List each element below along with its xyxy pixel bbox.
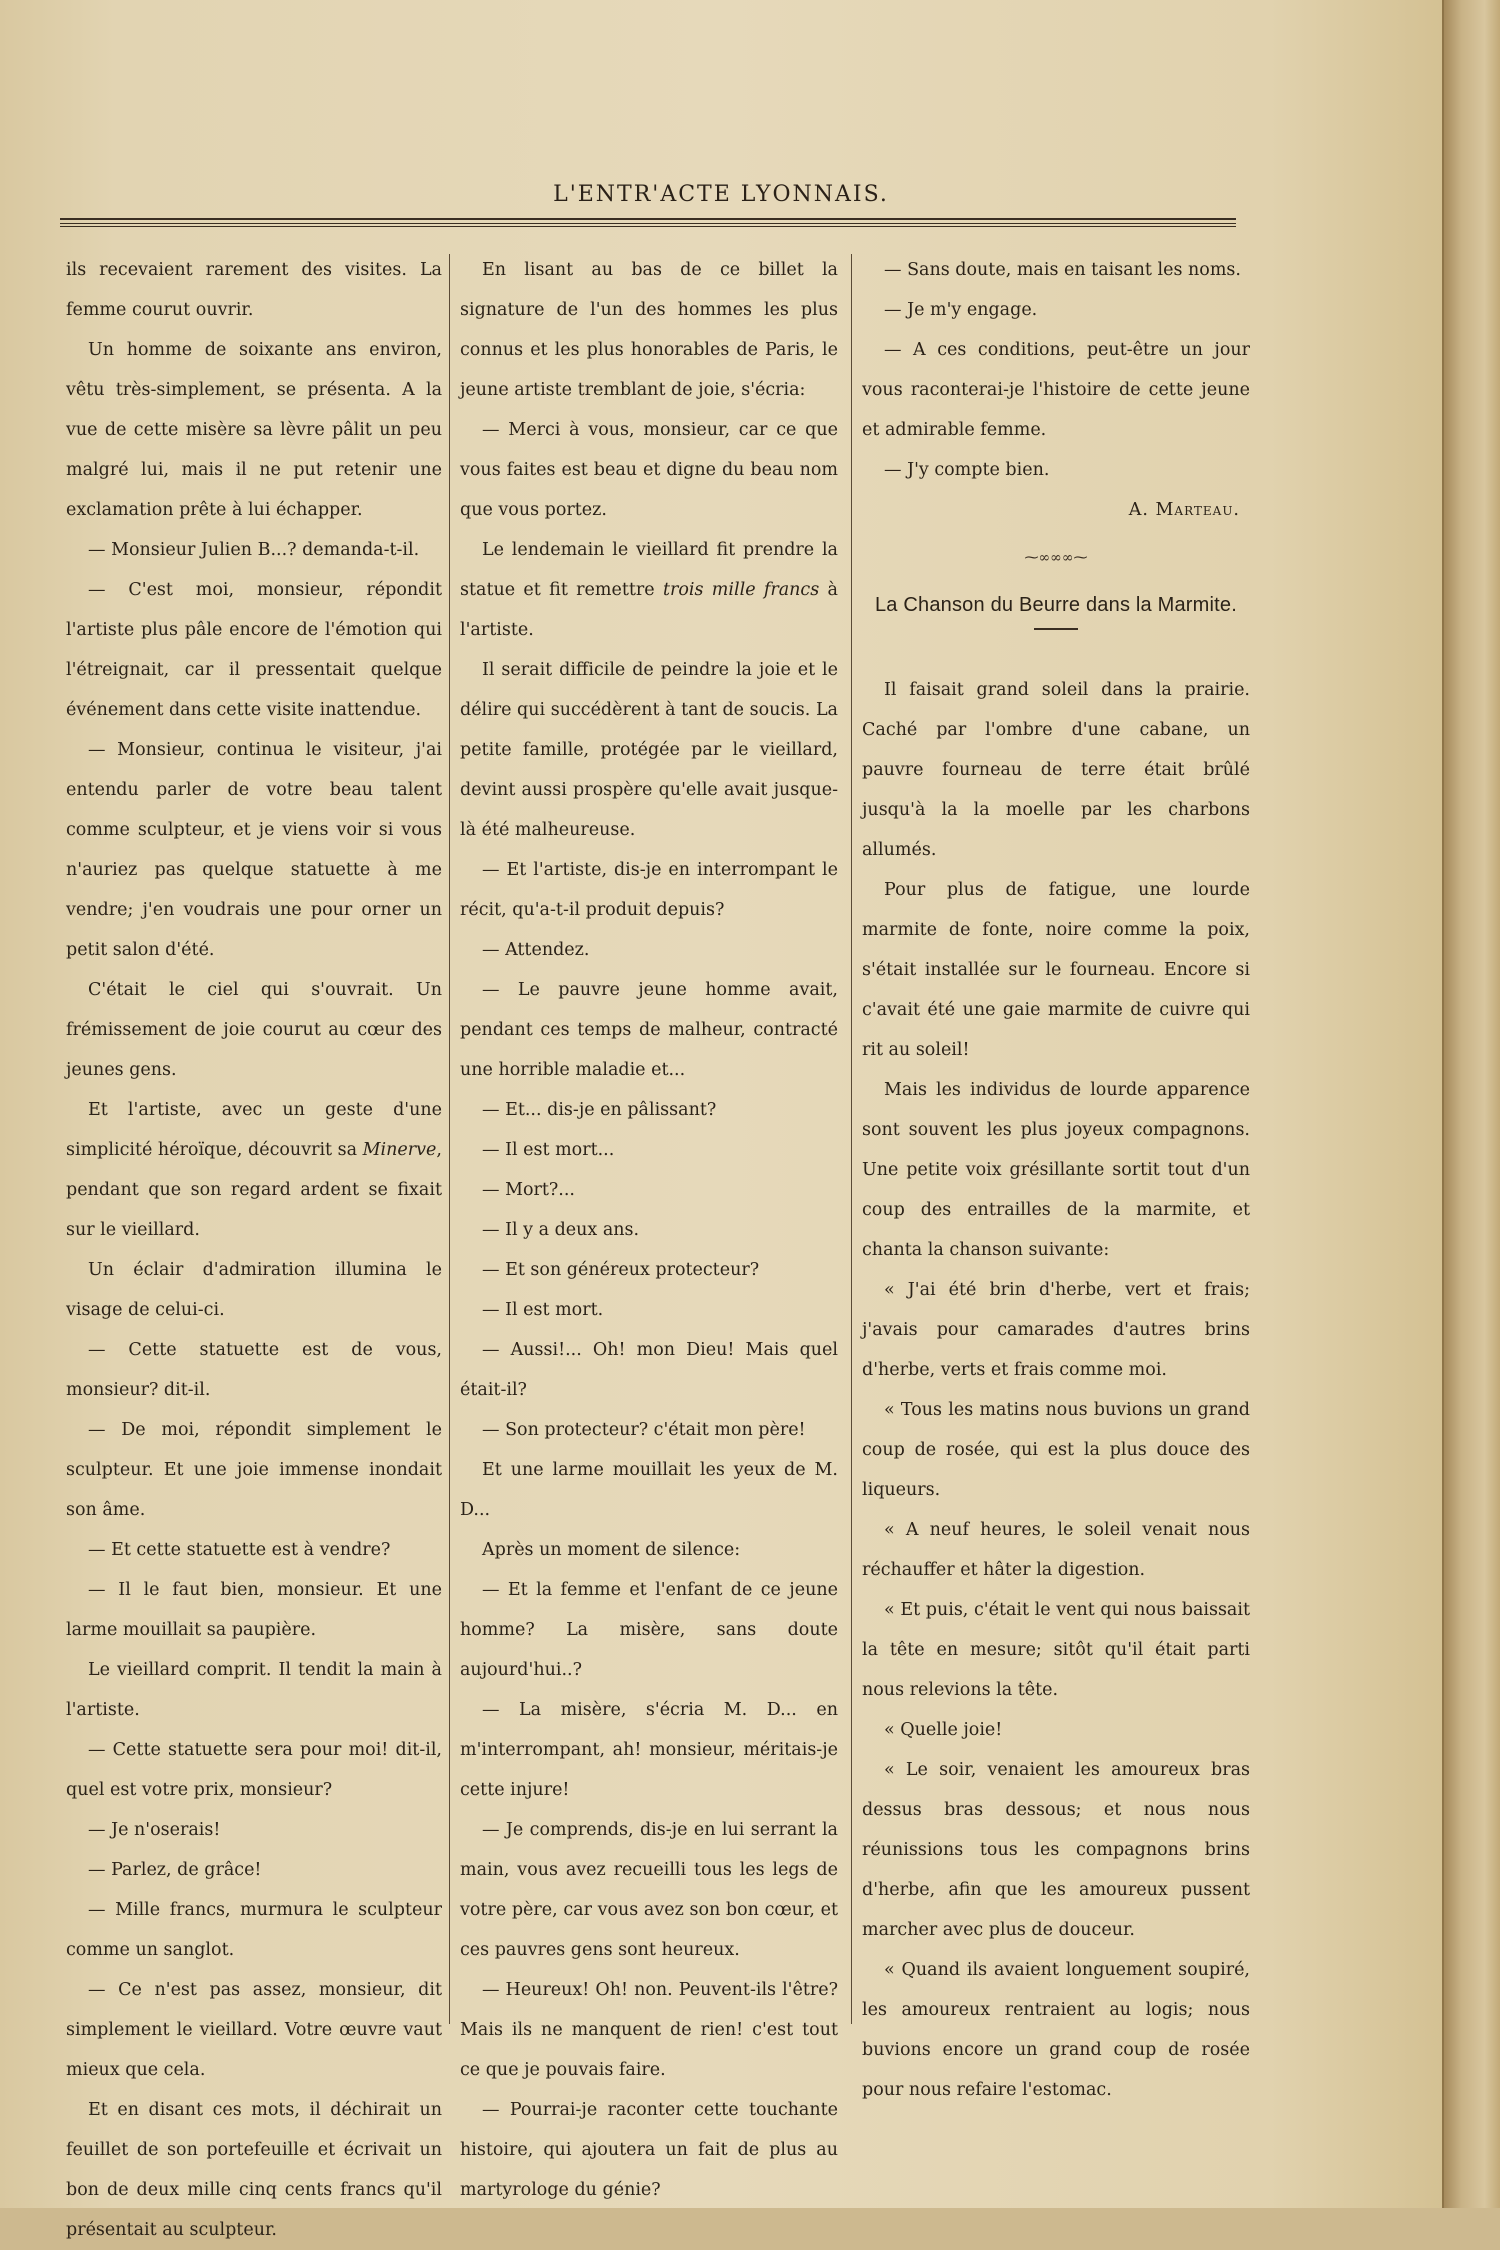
paragraph: — J'y compte bien. (884, 460, 1050, 480)
paragraph: Et en disant ces mots, il déchirait un feuillet de son portefeuille et écrivait un bon de deux mille cinq cents francs qu'il présentait au sculpteur. (66, 2100, 442, 2240)
paragraph: — Et l'artiste, dis-je en interrompant le récit, qu'a-t-il produit depuis? (460, 860, 838, 920)
paragraph: — Cette statuette sera pour moi! dit-il, quel est votre prix, monsieur? (66, 1740, 442, 1800)
paragraph: — C'est moi, monsieur, répondit l'artiste plus pâle encore de l'émotion qui l'étreignait, car il pressentait quelque événement dans cette visite inattendue. (66, 580, 442, 720)
paragraph: — Merci à vous, monsieur, car ce que vous faites est beau et digne du beau nom que vous portez. (460, 420, 838, 520)
paragraph: « Quelle joie! (884, 1720, 1003, 1740)
paragraph: — Cette statuette est de vous, monsieur? dit-il. (66, 1340, 442, 1400)
paragraph: « J'ai été brin d'herbe, vert et frais; j'avais pour camarades d'autres brins d'herbe, verts et frais comme moi. (862, 1280, 1250, 1380)
paragraph: Après un moment de silence: (482, 1540, 741, 1560)
paragraph: C'était le ciel qui s'ouvrait. Un frémissement de joie courut au cœur des jeunes gens. (66, 980, 442, 1080)
paragraph: « A neuf heures, le soleil venait nous réchauffer et hâter la digestion. (862, 1520, 1250, 1580)
section-ornament: ⁓∞∞∞⁓ (1024, 550, 1088, 566)
page-fold-edge (1442, 0, 1500, 2208)
text-run: à l'artiste. (460, 580, 838, 640)
paragraph: — Ce n'est pas assez, monsieur, dit simplement le vieillard. Votre œuvre vaut mieux que cela. (66, 1980, 442, 2080)
paragraph: « Quand ils avaient longuement soupiré, les amoureux rentraient au logis; nous buvions encore un grand coup de rosée pour nous refaire l'estomac. (862, 1960, 1250, 2100)
column-divider-1 (449, 254, 450, 2024)
column-2 (460, 250, 838, 2210)
text-run: Et l'artiste, avec un geste d'une simplicité héroïque, découvrit sa (66, 1100, 442, 1160)
paragraph: Un éclair d'admiration illumina le visage de celui-ci. (66, 1260, 442, 1320)
paragraph: — De moi, répondit simplement le sculpteur. Et une joie immense inondait son âme. (66, 1420, 442, 1520)
text-run: , pendant que son regard ardent se fixait sur le vieillard. (66, 1140, 442, 1240)
header-rule-thin (60, 226, 1236, 227)
paragraph: — A ces conditions, peut-être un jour vous raconterai-je l'histoire de cette jeune et admirable femme. (862, 340, 1250, 440)
paragraph: — Monsieur Julien B...? demanda-t-il. (88, 540, 420, 560)
italic-title: Minerve (362, 1140, 437, 1160)
author-signature: A. Marteau. (1128, 500, 1240, 520)
header-rule (60, 218, 1236, 224)
paragraph: — Mort?... (482, 1180, 575, 1200)
paragraph (460, 530, 838, 650)
paragraph: — Son protecteur? c'était mon père! (482, 1420, 806, 1440)
paragraph: — La misère, s'écria M. D... en m'interrompant, ah! monsieur, méritais-je cette injure! (460, 1700, 838, 1800)
paragraph: — Et la femme et l'enfant de ce jeune homme? La misère, sans doute aujourd'hui..? (460, 1580, 838, 1680)
paragraph: « Et puis, c'était le vent qui nous baissait la tête en mesure; sitôt qu'il était parti nous relevions la tête. (862, 1600, 1250, 1700)
paragraph: — Je n'oserais! (88, 1820, 221, 1840)
paragraph: — Parlez, de grâce! (88, 1860, 262, 1880)
column-1 (66, 250, 442, 2250)
paragraph: — Pourrai-je raconter cette touchante histoire, qui ajoutera un fait de plus au martyrologe du génie? (460, 2100, 838, 2200)
paragraph (66, 1090, 442, 1250)
paragraph: — Et son généreux protecteur? (482, 1260, 760, 1280)
paragraph: Pour plus de fatigue, une lourde marmite de fonte, noire comme la poix, s'était installée sur le fourneau. Encore si c'avait été une gaie marmite de cuivre qui rit au soleil! (862, 880, 1250, 1060)
masthead: L'ENTR'ACTE LYONNAIS. (553, 182, 889, 207)
paragraph: — Et... dis-je en pâlissant? (482, 1100, 717, 1120)
article-title: La Chanson du Beurre dans la Marmite. (874, 594, 1238, 616)
paragraph: — Il le faut bien, monsieur. Et une larme mouillait sa paupière. (66, 1580, 442, 1640)
paragraph: En lisant au bas de ce billet la signature de l'un des hommes les plus connus et les plus honorables de Paris, le jeune artiste tremblant de joie, s'écria: (460, 260, 838, 400)
paragraph: — Aussi!... Oh! mon Dieu! Mais quel était-il? (460, 1340, 838, 1400)
paragraph: Mais les individus de lourde apparence sont souvent les plus joyeux compagnons. Une petite voix grésillante sortit tout d'un coup des entrailles de la marmite, et chanta la chanson suivante: (862, 1080, 1250, 1260)
paragraph: — Il est mort... (482, 1140, 615, 1160)
paragraph: — Heureux! Oh! non. Peuvent-ils l'être? Mais ils ne manquent de rien! c'est tout ce que je pouvais faire. (460, 1980, 838, 2080)
paragraph: — Attendez. (482, 940, 590, 960)
paragraph: — Et cette statuette est à vendre? (88, 1540, 391, 1560)
paragraph: — Monsieur, continua le visiteur, j'ai entendu parler de votre beau talent comme sculpteur, et je viens voir si vous n'auriez pas quelque statuette à me vendre; j'en voudrais une pour orner un petit salon d'été. (66, 740, 442, 960)
paragraph: Le vieillard comprit. Il tendit la main à l'artiste. (66, 1660, 442, 1720)
paragraph: « Le soir, venaient les amoureux bras dessus bras dessous; et nous nous réunissions tous les compagnons brins d'herbe, afin que les amoureux pussent marcher avec plus de douceur. (862, 1760, 1250, 1940)
paragraph: — Le pauvre jeune homme avait, pendant ces temps de malheur, contracté une horrible maladie et... (460, 980, 838, 1080)
paragraph: « Tous les matins nous buvions un grand coup de rosée, qui est la plus douce des liqueurs. (862, 1400, 1250, 1500)
paragraph: ils recevaient rarement des visites. La femme courut ouvrir. (66, 260, 442, 320)
paragraph: — Sans doute, mais en taisant les noms. (884, 260, 1241, 280)
paragraph: Il faisait grand soleil dans la prairie. Caché par l'ombre d'une cabane, un pauvre fourneau de terre était brûlé jusqu'à la la moelle par les charbons allumés. (862, 680, 1250, 860)
column-3 (862, 250, 1250, 2110)
text-run: Le lendemain le vieillard fit prendre la statue et fit remettre (460, 540, 838, 600)
paragraph: Un homme de soixante ans environ, vêtu très-simplement, se présenta. A la vue de cette misère sa lèvre pâlit un peu malgré lui, mais il ne put retenir une exclamation prête à lui échapper. (66, 340, 442, 520)
paragraph: Il serait difficile de peindre la joie et le délire qui succédèrent à tant de soucis. La petite famille, protégée par le vieillard, devint aussi prospère qu'elle avait jusque-là été malheureuse. (460, 660, 838, 840)
paragraph: — Je comprends, dis-je en lui serrant la main, vous avez recueilli tous les legs de votre père, car vous avez son bon cœur, et ces pauvres gens sont heureux. (460, 1820, 838, 1960)
title-rule (1034, 628, 1078, 630)
paragraph: — Il y a deux ans. (482, 1220, 640, 1240)
column-divider-2 (851, 254, 852, 2024)
paragraph: Et une larme mouillait les yeux de M. D... (460, 1460, 838, 1520)
paragraph: — Il est mort. (482, 1300, 604, 1320)
paragraph: — Je m'y engage. (884, 300, 1038, 320)
italic-amount: trois mille francs (662, 580, 820, 600)
paragraph: — Mille francs, murmura le sculpteur comme un sanglot. (66, 1900, 442, 1960)
